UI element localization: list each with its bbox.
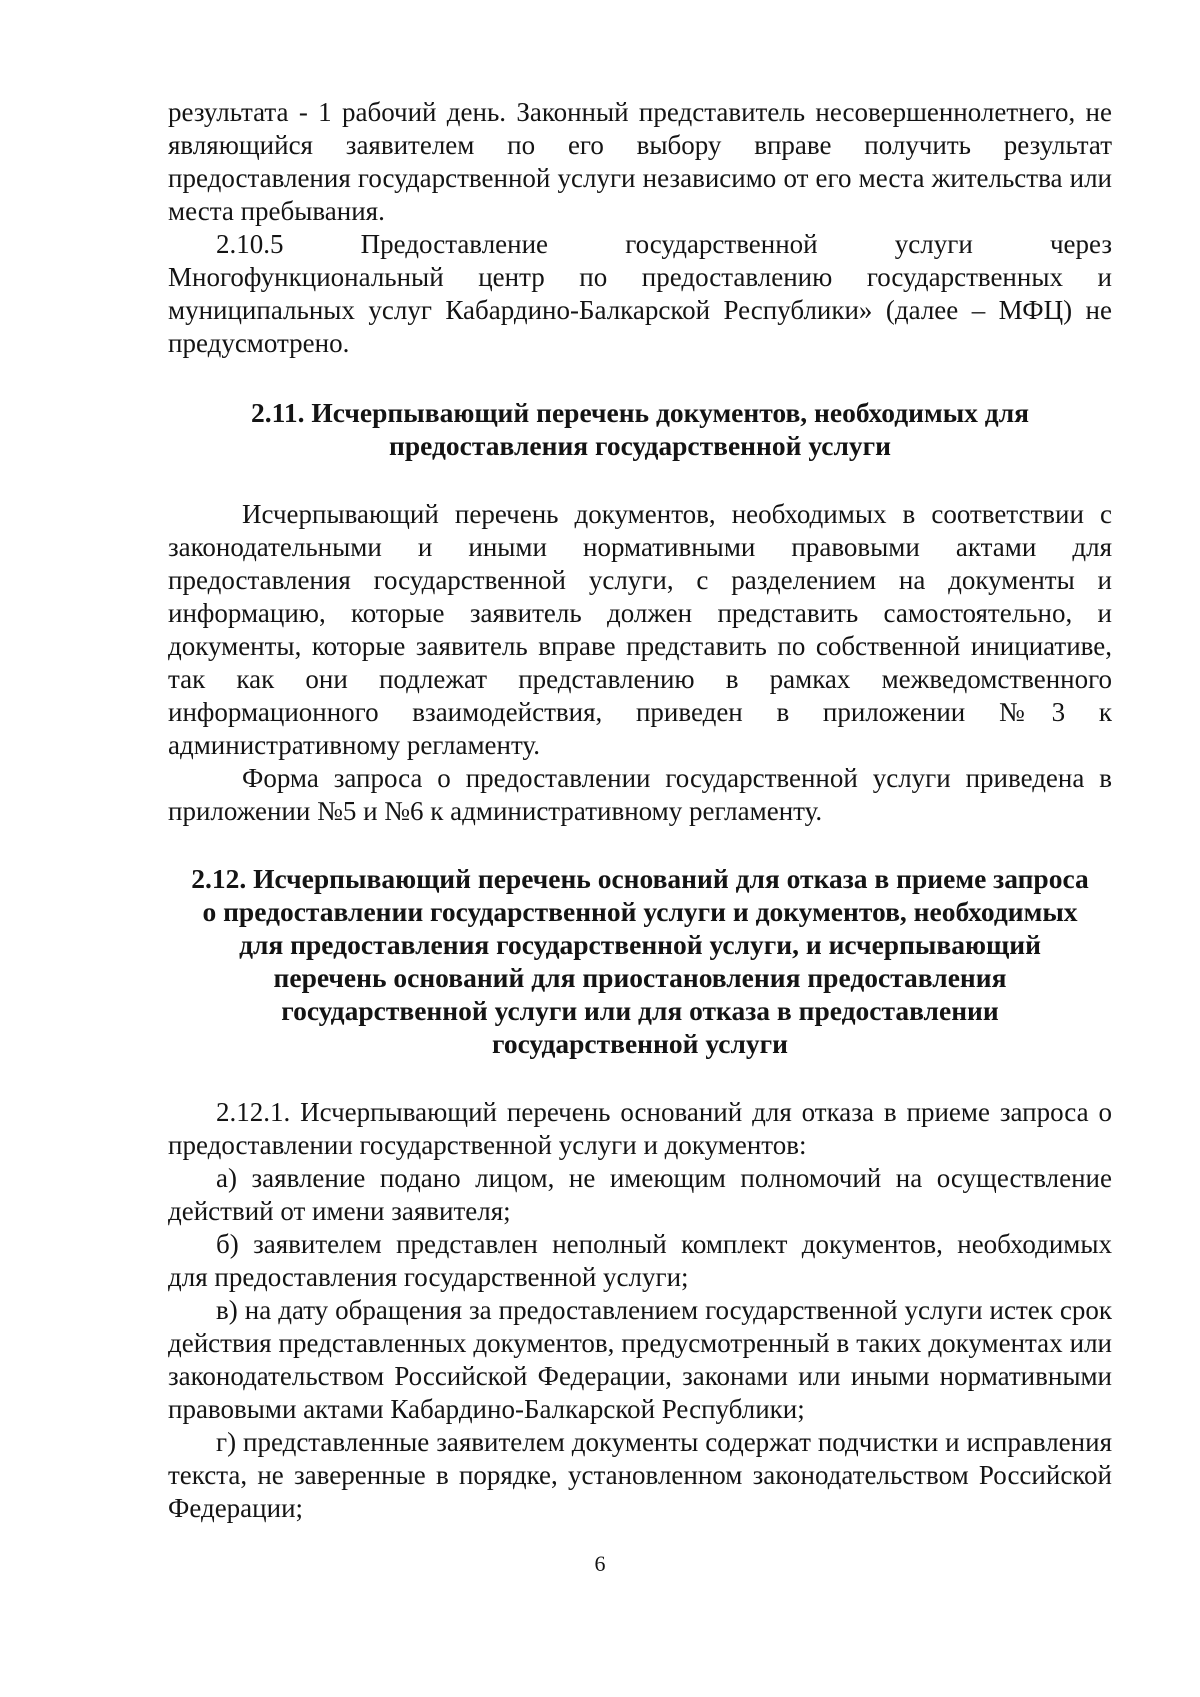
list-item-v: в) на дату обращения за предоставлением государственной услуги истек срок действия представленных документов, предусмотренный в таких документах или законодательством Российской Федерации, законами или иными нормативными правовыми актами Кабардино-Балкарской Республики; [168,1295,1112,1424]
page-number: 6 [594,1551,606,1576]
paragraph-2-11-request-form: Форма запроса о предоставлении государственной услуги приведена в приложении №5 и №6 к административному регламенту. [168,763,1112,826]
spacer [168,462,1112,498]
paragraph-2-12-1: 2.12.1. Исчерпывающий перечень оснований для отказа в приеме запроса о предоставлении государственной услуги и документов: [168,1097,1112,1160]
list-item-g: г) представленные заявителем документы содержат подчистки и исправления текста, не заверенные в порядке, установленном законодательством Российской Федерации; [168,1427,1112,1523]
heading-2-12 [168,862,1112,1060]
heading-2-12-line-6: государственной услуги [492,1028,788,1059]
heading-2-12-line-3: для предоставления государственной услуги, и исчерпывающий [239,929,1041,960]
paragraph-2-11-documents-list: Исчерпывающий перечень документов, необходимых в соответствии с законодательными и иными нормативными правовыми актами для предоставления государственной услуги, с разделением на документы и информацию, которые заявитель должен представить самостоятельно, и документы, которые заявитель вправе представить по собственной инициативе, так как они подлежат представлению в рамках межведомственного информационного взаимодействия, приведен в приложении №3 к административному регламенту. [168,499,1112,760]
list-item-a: а) заявление подано лицом, не имеющим полномочий на осуществление действий от имени заявителя; [168,1163,1112,1226]
list-item-b: б) заявителем представлен неполный комплект документов, необходимых для предоставления государственной услуги; [168,1229,1112,1292]
heading-2-12-line-2: о предоставлении государственной услуги и документов, необходимых [202,896,1078,927]
spacer [168,360,1112,396]
spacer [168,1060,1112,1096]
paragraph-result-term: результата - 1 рабочий день. Законный представитель несовершеннолетнего, не являющийся заявителем по его выбору вправе получить результат предоставления государственной услуги независимо от его места жительства или места пребывания. [168,97,1112,226]
paragraph-2-10-5: 2.10.5 Предоставление государственной услуги через Многофункциональный центр по предоставлению государственных и муниципальных услуг Кабардино-Балкарской Республики» (далее – МФЦ) не предусмотрено. [168,229,1112,358]
heading-2-11-line-2: предоставления государственной услуги [389,430,891,461]
heading-2-12-line-4: перечень оснований для приостановления предоставления [273,962,1007,993]
document-page [168,96,1112,1525]
heading-2-12-line-1: 2.12. Исчерпывающий перечень оснований для отказа в приеме запроса [191,863,1089,894]
heading-2-12-line-5: государственной услуги или для отказа в предоставлении [281,995,999,1026]
heading-2-11 [168,396,1112,462]
spacer [168,828,1112,862]
heading-2-11-line-1: 2.11. Исчерпывающий перечень документов, необходимых для [250,397,1030,428]
